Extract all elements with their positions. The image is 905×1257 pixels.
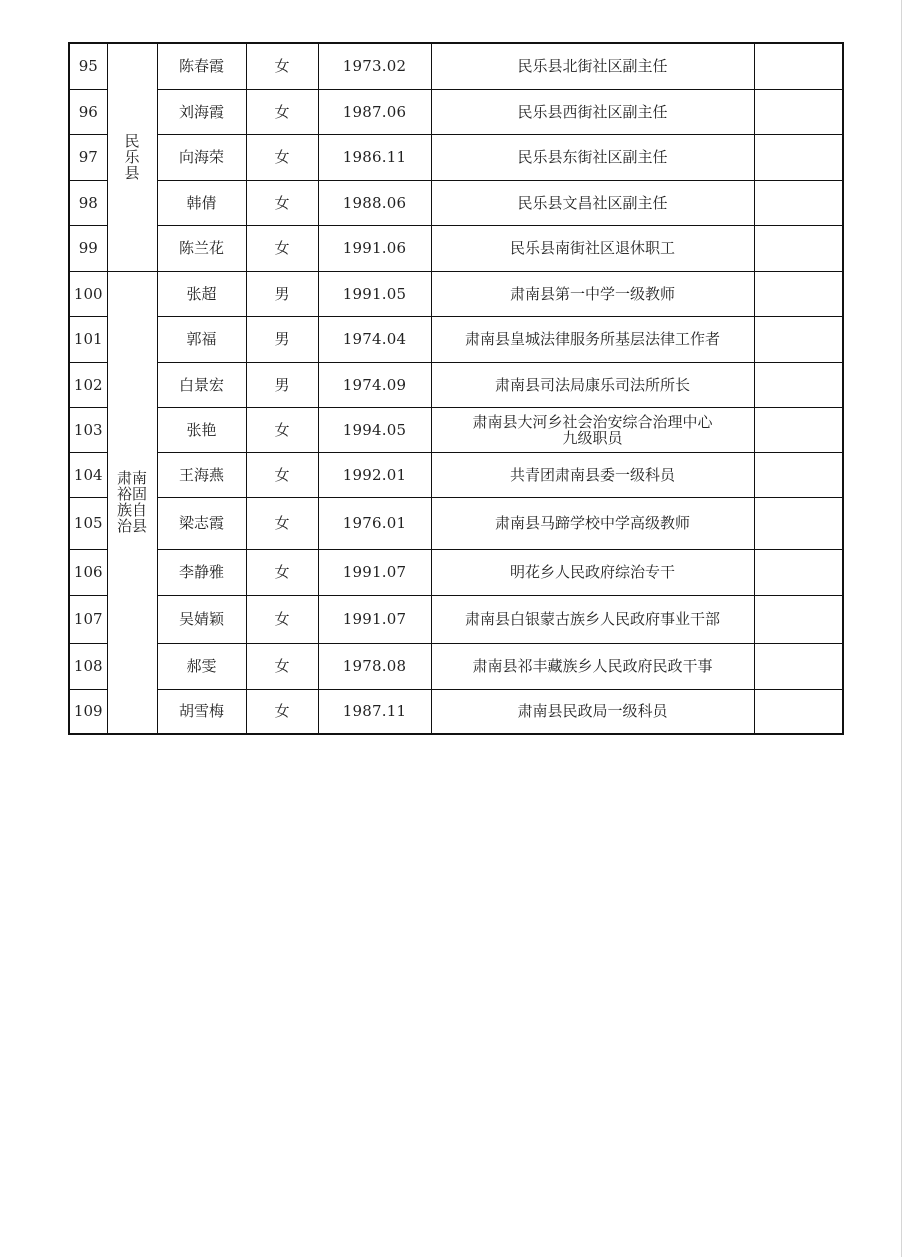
table-row — [69, 689, 843, 734]
gender-cell: 女 — [246, 134, 318, 180]
table-row — [69, 549, 843, 595]
table-row — [69, 225, 843, 271]
region-line: 肃南 — [116, 469, 147, 488]
remark-cell — [754, 362, 843, 407]
table-row — [69, 43, 843, 89]
gender-cell: 女 — [246, 180, 318, 225]
name-cell: 胡雪梅 — [157, 689, 246, 734]
position-cell — [431, 452, 754, 497]
birth-date-cell: 1991.07 — [318, 595, 431, 643]
gender-cell: 女 — [246, 225, 318, 271]
remark-cell — [754, 225, 843, 271]
roster-table — [68, 42, 844, 735]
position-cell — [431, 271, 754, 316]
name-cell: 郭福 — [157, 316, 246, 362]
gender-cell: 女 — [246, 452, 318, 497]
name-cell: 郝雯 — [157, 643, 246, 689]
name-cell: 吴婧颖 — [157, 595, 246, 643]
row-number: 99 — [69, 225, 107, 271]
row-number: 100 — [69, 271, 107, 316]
name-cell: 陈兰花 — [157, 225, 246, 271]
position-cell — [431, 549, 754, 595]
remark-cell — [754, 595, 843, 643]
row-number: 105 — [69, 497, 107, 549]
table-row — [69, 316, 843, 362]
position-line: 肃南县大河乡社会治安综合治理中心 — [472, 412, 713, 431]
position-line: 肃南县白银蒙古族乡人民政府事业干部 — [464, 610, 720, 628]
row-number: 108 — [69, 643, 107, 689]
gender-cell: 男 — [246, 362, 318, 407]
birth-date-cell: 1973.02 — [318, 43, 431, 89]
position-cell — [431, 43, 754, 89]
remark-cell — [754, 316, 843, 362]
birth-date-cell: 1994.05 — [318, 407, 431, 452]
birth-date-cell: 1986.11 — [318, 134, 431, 180]
row-number: 109 — [69, 689, 107, 734]
remark-cell — [754, 180, 843, 225]
region-cell — [107, 271, 157, 734]
remark-cell — [754, 689, 843, 734]
gender-cell: 女 — [246, 497, 318, 549]
position-cell — [431, 497, 754, 549]
row-number: 96 — [69, 89, 107, 134]
name-cell: 刘海霞 — [157, 89, 246, 134]
page-edge-line — [901, 0, 902, 1257]
name-cell: 张超 — [157, 271, 246, 316]
birth-date-cell: 1987.11 — [318, 689, 431, 734]
position-line: 明花乡人民政府综治专干 — [509, 563, 675, 581]
birth-date-cell: 1992.01 — [318, 452, 431, 497]
region-line: 县 — [124, 164, 140, 183]
row-number: 107 — [69, 595, 107, 643]
row-number: 102 — [69, 362, 107, 407]
position-cell — [431, 362, 754, 407]
row-number: 97 — [69, 134, 107, 180]
position-line: 肃南县司法局康乐司法所所长 — [494, 375, 690, 394]
birth-date-cell: 1988.06 — [318, 180, 431, 225]
position-cell — [431, 316, 754, 362]
birth-date-cell: 1991.05 — [318, 271, 431, 316]
region-line: 族自 — [116, 501, 147, 520]
table-row — [69, 362, 843, 407]
region-cell — [107, 43, 157, 271]
row-number: 103 — [69, 407, 107, 452]
position-line: 共青团肃南县委一级科员 — [509, 465, 675, 484]
birth-date-cell: 1991.06 — [318, 225, 431, 271]
gender-cell: 女 — [246, 689, 318, 734]
region-line: 裕固 — [116, 485, 147, 504]
position-cell — [431, 134, 754, 180]
row-number: 101 — [69, 316, 107, 362]
name-cell: 向海荣 — [157, 134, 246, 180]
name-cell: 韩倩 — [157, 180, 246, 225]
position-line: 肃南县第一中学一级教师 — [509, 284, 675, 303]
gender-cell: 男 — [246, 271, 318, 316]
roster-body — [69, 43, 843, 734]
table-row — [69, 180, 843, 225]
position-cell — [431, 643, 754, 689]
remark-cell — [754, 549, 843, 595]
position-line: 肃南县民政局一级科员 — [517, 702, 668, 721]
birth-date-cell: 1976.01 — [318, 497, 431, 549]
gender-cell: 女 — [246, 89, 318, 134]
table-row — [69, 595, 843, 643]
position-cell — [431, 180, 754, 225]
position-line: 民乐县东街社区副主任 — [517, 148, 668, 166]
position-line: 九级职员 — [562, 428, 623, 447]
birth-date-cell: 1991.07 — [318, 549, 431, 595]
position-cell — [431, 595, 754, 643]
row-number: 106 — [69, 549, 107, 595]
row-number: 104 — [69, 452, 107, 497]
remark-cell — [754, 452, 843, 497]
name-cell: 梁志霞 — [157, 497, 246, 549]
birth-date-cell: 1974.09 — [318, 362, 431, 407]
remark-cell — [754, 89, 843, 134]
name-cell: 张艳 — [157, 407, 246, 452]
remark-cell — [754, 643, 843, 689]
table-row — [69, 134, 843, 180]
name-cell: 李静雅 — [157, 549, 246, 595]
gender-cell: 女 — [246, 43, 318, 89]
position-cell — [431, 89, 754, 134]
remark-cell — [754, 134, 843, 180]
table-row — [69, 271, 843, 316]
birth-date-cell: 1987.06 — [318, 89, 431, 134]
position-line: 民乐县文昌社区副主任 — [517, 193, 668, 212]
table-row — [69, 497, 843, 549]
remark-cell — [754, 407, 843, 452]
birth-date-cell: 1978.08 — [318, 643, 431, 689]
position-cell — [431, 689, 754, 734]
position-line: 肃南县皇城法律服务所基层法律工作者 — [464, 330, 720, 348]
gender-cell: 女 — [246, 549, 318, 595]
position-cell — [431, 225, 754, 271]
table-row — [69, 643, 843, 689]
name-cell: 白景宏 — [157, 362, 246, 407]
position-cell — [431, 407, 754, 452]
remark-cell — [754, 43, 843, 89]
gender-cell: 女 — [246, 407, 318, 452]
region-line: 民 — [124, 132, 140, 151]
region-line: 乐 — [124, 148, 140, 167]
row-number: 95 — [69, 43, 107, 89]
remark-cell — [754, 271, 843, 316]
position-line: 肃南县祁丰藏族乡人民政府民政干事 — [472, 657, 713, 675]
gender-cell: 女 — [246, 595, 318, 643]
table-row — [69, 452, 843, 497]
table-row — [69, 407, 843, 452]
name-cell: 王海燕 — [157, 452, 246, 497]
region-line: 治县 — [116, 517, 147, 536]
position-line: 民乐县西街社区副主任 — [517, 102, 668, 121]
position-line: 民乐县南街社区退休职工 — [509, 239, 675, 257]
name-cell: 陈春霞 — [157, 43, 246, 89]
gender-cell: 男 — [246, 316, 318, 362]
gender-cell: 女 — [246, 643, 318, 689]
position-line: 肃南县马蹄学校中学高级教师 — [494, 514, 690, 532]
row-number: 98 — [69, 180, 107, 225]
position-line: 民乐县北街社区副主任 — [517, 57, 668, 76]
table-row — [69, 89, 843, 134]
birth-date-cell: 1974.04 — [318, 316, 431, 362]
remark-cell — [754, 497, 843, 549]
